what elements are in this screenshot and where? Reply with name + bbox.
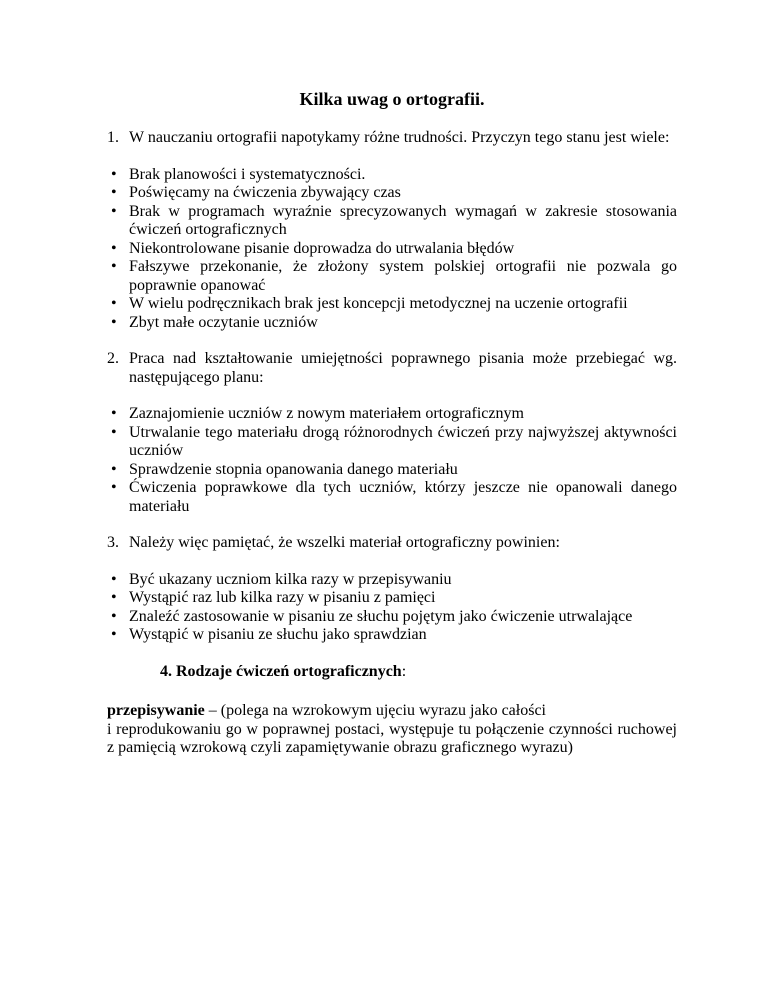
- section-2-intro: [107, 350, 677, 387]
- bullet-icon: •: [111, 313, 117, 331]
- list-item: [107, 258, 677, 295]
- list-item: [107, 295, 677, 314]
- list-item: [107, 240, 677, 259]
- list-item: [107, 424, 677, 461]
- list-item-text: Wystąpić w pisaniu ze słuchu jako sprawdzian: [129, 626, 427, 643]
- section-1: [107, 129, 677, 332]
- bullet-icon: •: [111, 258, 117, 275]
- bullet-icon: •: [111, 479, 117, 496]
- definition-paragraph: [107, 702, 677, 758]
- list-item-text: Znaleźć zastosowanie w pisaniu ze słuchu pojętym jako ćwiczenie utrwalające: [129, 607, 633, 625]
- list-item-text: Poświęcamy na ćwiczenia zbywający czas: [129, 184, 401, 201]
- bullet-icon: •: [111, 239, 117, 257]
- bullet-list: [107, 571, 677, 645]
- list-item: [107, 314, 677, 333]
- bullet-icon: •: [111, 165, 117, 183]
- document-page: [107, 88, 677, 758]
- document-title: Kilka uwag o ortografii.: [299, 89, 485, 109]
- list-item: [107, 461, 677, 480]
- list-item: [107, 571, 677, 590]
- bullet-icon: •: [111, 184, 117, 201]
- bullet-icon: •: [111, 202, 117, 220]
- bullet-icon: •: [111, 607, 117, 625]
- list-item-text: Niekontrolowane pisanie doprowadza do utrwalania błędów: [129, 239, 515, 257]
- list-item: [107, 479, 677, 516]
- list-item: [107, 608, 677, 627]
- section-number: 1.: [107, 129, 119, 146]
- section-text: Należy więc pamiętać, że wszelki materiał ortograficzny powinien:: [129, 534, 560, 551]
- section-2: [107, 350, 677, 516]
- section-heading-text: 4. Rodzaje ćwiczeń ortograficznych: [160, 662, 402, 680]
- bullet-icon: •: [111, 626, 117, 643]
- list-item: [107, 405, 677, 424]
- bullet-icon: •: [111, 589, 117, 606]
- bullet-icon: •: [111, 460, 117, 478]
- list-item-text: Fałszywe przekonanie, że złożony system polskiej ortografii nie pozwala go poprawnie opanować: [129, 258, 677, 294]
- section-1-intro: [107, 129, 677, 148]
- list-item-text: Sprawdzenie stopnia opanowania danego materiału: [129, 460, 458, 478]
- section-number: 3.: [107, 534, 119, 551]
- section-heading-suffix: :: [401, 662, 407, 680]
- definition-term: przepisywanie: [107, 702, 205, 719]
- bullet-icon: •: [111, 295, 117, 312]
- section-text: W nauczaniu ortografii napotykamy różne trudności. Przyczyn tego stanu jest wiele:: [129, 129, 670, 146]
- list-item-text: W wielu podręcznikach brak jest koncepcji metodycznej na uczenie ortografii: [129, 295, 628, 312]
- bullet-list: [107, 166, 677, 333]
- section-4-heading: [107, 663, 677, 682]
- bullet-icon: •: [111, 570, 117, 588]
- definition-first-line: – (polega na wzrokowym ujęciu wyrazu jako całości: [204, 702, 546, 719]
- bullet-icon: •: [111, 423, 117, 441]
- list-item-text: Ćwiczenia poprawkowe dla tych uczniów, którzy jeszcze nie opanowali danego materiału: [129, 479, 677, 515]
- list-item-text: Zaznajomienie uczniów z nowym materiałem ortograficznym: [129, 405, 524, 422]
- definition-rest: i reprodukowaniu go w poprawnej postaci, występuje tu połączenie czynności ruchowej z pamięcią wzrokową czyli zapamiętywanie obrazu graficznego wyrazu): [107, 720, 677, 756]
- list-item-text: Brak w programach wyraźnie sprecyzowanych wymagań w zakresie stosowania ćwiczeń ortograficznych: [129, 202, 677, 238]
- bullet-list: [107, 405, 677, 516]
- section-number: 2.: [107, 350, 119, 367]
- section-text: Praca nad kształtowanie umiejętności poprawnego pisania może przebiegać wg. następującego planu:: [129, 350, 677, 386]
- list-item-text: Brak planowości i systematyczności.: [129, 165, 366, 183]
- list-item-text: Utrwalanie tego materiału drogą różnorodnych ćwiczeń przy najwyższej aktywności uczniów: [129, 423, 677, 459]
- list-item: [107, 184, 677, 203]
- list-item: [107, 203, 677, 240]
- list-item: [107, 626, 677, 645]
- bullet-icon: •: [111, 405, 117, 422]
- list-item-text: Być ukazany uczniom kilka razy w przepisywaniu: [129, 570, 452, 588]
- list-item: [107, 589, 677, 608]
- list-item: [107, 166, 677, 185]
- section-3: [107, 534, 677, 645]
- section-3-intro: [107, 534, 677, 553]
- list-item-text: Wystąpić raz lub kilka razy w pisaniu z pamięci: [129, 589, 436, 606]
- list-item-text: Zbyt małe oczytanie uczniów: [129, 313, 318, 331]
